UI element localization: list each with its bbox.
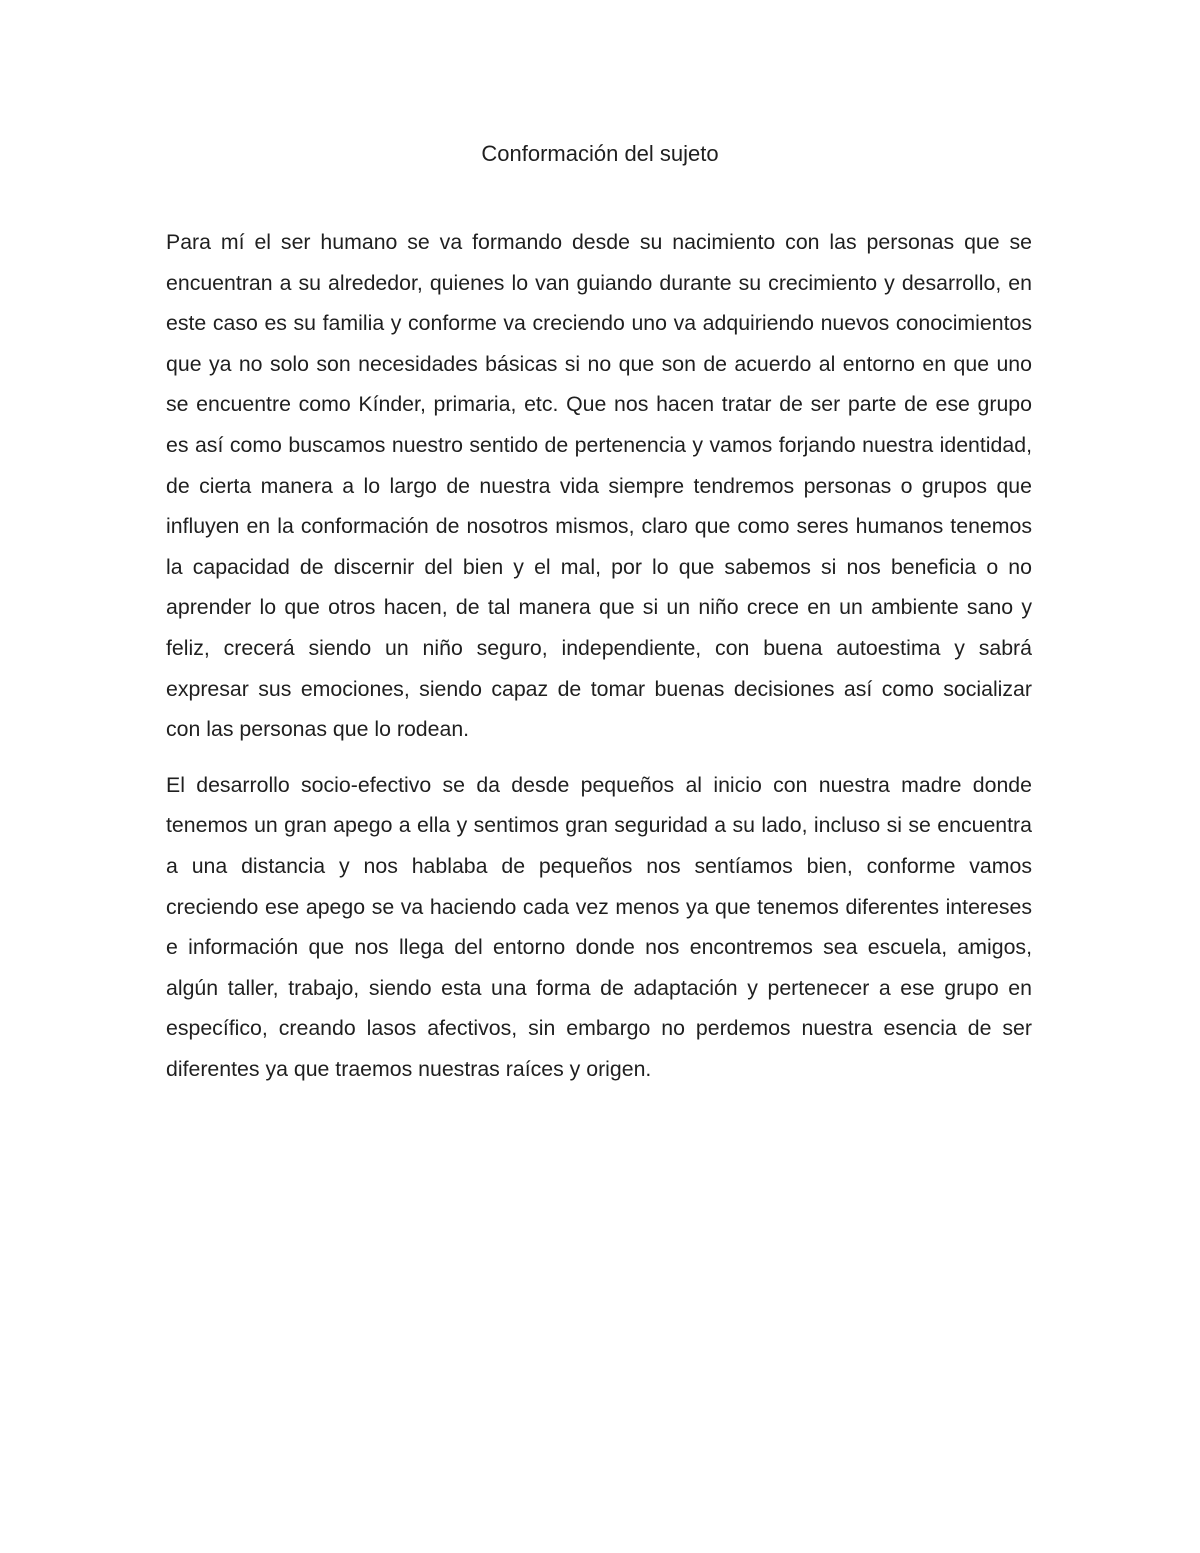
paragraph-1: Para mí el ser humano se va formando desde su nacimiento con las personas que se encuentran a su alrededor, quienes lo van guiando durante su crecimiento y desarrollo, en este caso es su familia y conforme va creciendo uno va adquiriendo nuevos conocimientos que ya no solo son necesidades básicas si no que son de acuerdo al entorno en que uno se encuentre como Kínder, primaria, etc. Que nos hacen tratar de ser parte de ese grupo es así como buscamos nuestro sentido de pertenencia y vamos forjando nuestra identidad, de cierta manera a lo largo de nuestra vida siempre tendremos personas o grupos que influyen en la conformación de nosotros mismos, claro que como seres humanos tenemos la capacidad de discernir del bien y el mal, por lo que sabemos si nos beneficia o no aprender lo que otros hacen, de tal manera que si un niño crece en un ambiente sano y feliz, crecerá siendo un niño seguro, independiente, con buena autoestima y sabrá expresar sus emociones, siendo capaz de tomar buenas decisiones así como socializar con las personas que lo rodean. (166, 230, 1032, 742)
document-body (166, 222, 1032, 1089)
document-title: Conformación del sujeto (481, 141, 719, 166)
paragraph-2: El desarrollo socio-efectivo se da desde pequeños al inicio con nuestra madre donde tenemos un gran apego a ella y sentimos gran seguridad a su lado, incluso si se encuentra a una distancia y nos hablaba de pequeños nos sentíamos bien, conforme vamos creciendo ese apego se va haciendo cada vez menos ya que tenemos diferentes intereses e información que nos llega del entorno donde nos encontremos sea escuela, amigos, algún taller, trabajo, siendo esta una forma de adaptación y pertenecer a ese grupo en específico, creando lasos afectivos, sin embargo no perdemos nuestra esencia de ser diferentes ya que traemos nuestras raíces y origen. (166, 772, 1032, 1081)
